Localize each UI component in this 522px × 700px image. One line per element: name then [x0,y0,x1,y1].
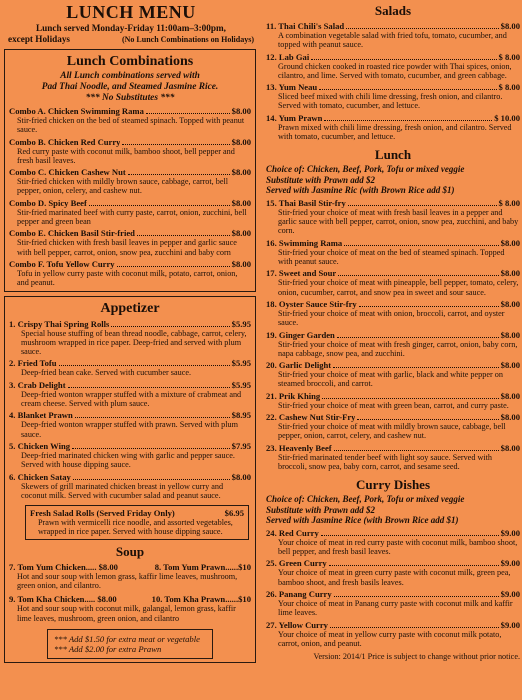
menu-item [9,472,251,501]
leader-dots [334,443,499,451]
menu-item-name: Combo E. Chicken Basil Stir-fried [9,228,135,239]
menu-item-name: 13. Yum Neau [266,82,318,93]
menu-item-name: 24. Red Curry [266,527,319,538]
menu-item-desc: Your choice of meat in yellow curry paste with coconut milk potato, carrot, onion, and peanut. [278,629,502,648]
menu-item-name: 2. Fried Tofu [9,358,57,369]
tom-kha-chicken: 9. Tom Kha Chicken..... $8.00 [9,594,117,605]
menu-item [9,441,251,470]
leader-dots [334,589,499,597]
menu-item-price: $9.00 [500,588,520,599]
menu-item-desc: Stir-fried your choice of meat with green bean, carrot, and curry paste. [278,400,509,410]
combos-box [4,49,256,292]
menu-item-price: $8.00 [500,21,520,31]
leader-dots [359,299,499,307]
menu-item-desc: Your choice of meat in Panang curry paste with coconut milk and kaffir lime leaves. [278,598,513,618]
menu-item-price: $8.00 [231,228,251,239]
curry-title: Curry Dishes [355,477,431,493]
menu-item-price: $8.00 [231,197,251,208]
menu-item-name: 6. Chicken Satay [9,471,71,482]
menu-item-name: Combo B. Chicken Red Curry [9,136,121,147]
leader-dots [330,620,499,628]
combos-line2: Pad Thai Noodle, and Steamed Jasmine Rice. [41,82,219,92]
menu-item-price: $8.00 [231,136,251,147]
salad-rolls-name: Fresh Salad Rolls (Served Friday Only) [30,508,175,519]
curry-list [266,528,520,648]
leader-dots [348,198,497,206]
menu-item [266,113,520,142]
menu-item-price: $9.00 [500,619,520,630]
curry-line3: Served with Jasmine Rice (with Brown Rice add $1) [266,515,459,526]
menu-item [9,380,251,409]
curry-line1: Choice of: Chicken, Beef, Pork, Tofu or mixed veggie [266,494,465,505]
menu-item [266,299,520,328]
menu-item-desc: Stir-fried your choice of meat with fresh ginger, carrot, onion, baby corn, napa cabbage, snow pea, and zucchini. [278,339,518,358]
menu-item [266,528,520,557]
menu-item-desc: Your choice of meat in green curry paste with coconut milk, green pea, bamboo shoot, and fresh basils leaves. [278,568,511,587]
menu-item-price: $8.00 [231,167,251,178]
right-column [266,0,520,661]
menu-item-price: $ 8.00 [498,51,520,62]
menu-item-desc: Stir-fried marinated beef with curry paste, carrot, onion, zucchini, bell pepper and green bean [17,207,247,227]
menu-item-desc: Stir-fried your choice of meat with garlic, black and white pepper on steamed broccoli, and carrot. [278,370,503,389]
version-footer: Version: 2014/1 Price is subject to change without prior notice. [313,652,520,662]
combos-line3: *** No Substitutes *** [85,93,175,103]
leader-dots [75,410,230,418]
menu-item-row [266,620,520,630]
menu-item-desc: Stir-fried chicken with fresh basil leaves in pepper and garlic sauce with bell pepper, carrot, onion, snow pea, zucchini and baby corn [17,238,237,257]
menu-item-name: Combo F. Tofu Yellow Curry [9,258,115,269]
menu-item-price: $7.95 [231,440,251,451]
menu-item [266,198,520,236]
salad-rolls-desc: Prawn with vermicelli rice noodle, and assorted vegetables, wrapped in rice paper. Served with house dipping sauce. [38,518,233,537]
menu-item [266,360,520,389]
menu-item [9,410,251,439]
salad-rolls-box [25,505,249,540]
menu-item-row [266,238,520,248]
combos-list [9,106,251,288]
extra-note-box [47,629,213,659]
extra-note-1: *** Add $1.50 for extra meat or vegetable [54,633,200,644]
menu-item-price: $8.95 [231,410,251,421]
leader-dots [329,558,499,566]
menu-item-row [9,198,251,208]
menu-item-name: 27. Yellow Curry [266,619,328,630]
leader-dots [346,21,498,29]
menu-item-desc: Your choice of meat in red curry paste with coconut milk, bamboo shoot, bell pepper, and fresh basil leaves. [278,537,518,557]
menu-item [266,443,520,472]
leader-dots [357,412,498,420]
menu-item-price: $5.95 [231,358,251,369]
leader-dots [73,472,230,480]
tom-yum-chicken: 7. Tom Yum Chicken..... $8.00 [9,561,118,572]
menu-item-row [266,113,520,123]
menu-item-desc: Stir-fried marinated tender beef with light soy sauce. Served with broccoli, snow pea, baby corn, carrot, and sesame seed. [278,452,493,471]
menu-item [266,412,520,441]
salad-rolls-price: $6.95 [224,508,244,519]
menu-item-name: 16. Swimming Rama [266,237,343,248]
leader-dots [337,330,499,338]
menu-item-desc: Stir-fried your choice of meat with onion, broccoli, carrot, and oyster sauce. [278,308,505,328]
menu-item-row [266,443,520,453]
menu-item-name: 11. Thai Chili's Salad [266,21,345,31]
menu-item-price: $8.00 [231,258,251,269]
menu-item-row [266,299,520,309]
menu-item-name: 5. Chicken Wing [9,440,71,451]
menu-item-name: 4. Blanket Prawn [9,410,73,421]
leader-dots [122,137,229,145]
menu-item-price: $ 10.00 [494,112,520,123]
menu-item-row [9,441,251,451]
menu-item [9,198,251,227]
menu-item [266,558,520,587]
menu-item-row [266,82,520,92]
menu-item-row [266,198,520,208]
leader-dots [59,358,230,366]
menu-item-row [9,472,251,482]
menu-item [9,259,251,288]
leader-dots [137,228,230,236]
menu-item-name: 19. Ginger Garden [266,329,335,340]
menu-item-price: $8.00 [500,360,520,371]
leader-dots [324,113,492,121]
menu-item [9,137,251,166]
lunch-hours: Lunch served Monday-Friday 11:00am–3:00pm, [36,23,226,33]
menu-item-row [9,380,251,390]
menu-item-name: 22. Cashew Nut Stir-Fry [266,412,356,423]
menu-item-price: $5.95 [231,379,251,390]
tom-kha-prawn: 10. Tom Kha Prawn......$10 [151,594,251,605]
leader-dots [72,441,230,449]
menu-item-desc: Prawn mixed with chili lime dressing, fresh onion, and cilantro. Served with tomato, cucumber, and lettuce. [278,122,512,142]
curry-line2: Substitute with Prawn add $2 [266,504,376,515]
menu-item-price: $ 8.00 [498,82,520,93]
menu-item-row [266,528,520,538]
menu-item [266,82,520,111]
menu-item-name: 14. Yum Prawn [266,112,323,123]
extra-note-2: *** Add $2.00 for extra Prawn [54,643,162,654]
menu-item-desc: Red curry paste with coconut milk, bamboo shoot, bell pepper and fresh basil leaves. [17,146,235,165]
lunch-list [266,198,520,471]
menu-item-name: 25. Green Curry [266,558,327,569]
menu-item-row [9,410,251,420]
tom-yum-prawn: 8. Tom Yum Prawn......$10 [154,561,251,572]
menu-item-price: $8.00 [500,390,520,401]
menu-item-desc: Special house stuffing of bean thread noodle, cabbage, carrot, celery, mushroom wrapped in rice paper. Deep-fried and served with plum sauce. [21,328,247,357]
menu-item-row [9,259,251,269]
leader-dots [338,268,498,276]
leader-dots [128,167,230,175]
menu-item-desc: A combination vegetable salad with fried tofu, tomato, cucumber, and topped with peanut sauce. [278,31,507,50]
lunch-menu-title: LUNCH MENU [66,2,196,22]
menu-item [266,391,520,410]
menu-item-price: $8.00 [500,237,520,248]
menu-item [266,238,520,267]
menu-item-desc: Stir-fried your choice of meat with mildly brown sauce, cabbage, bell pepper, onion, carrot, celery, and cashew nut. [278,422,506,441]
leader-dots [89,198,230,206]
lunch-line1: Choice of: Chicken, Beef, Pork, Tofu or mixed veggie [266,164,465,175]
menu-item-name: 23. Heavenly Beef [266,442,332,453]
menu-item-name: 20. Garlic Delight [266,360,332,371]
lunch-title: Lunch [374,147,412,163]
menu-item-desc: Stir-fried chicken on the bed of steamed spinach. Topped with peanut sauce. [17,116,245,135]
menu-item-name: 15. Thai Basil Stir-fry [266,197,346,208]
menu-item [266,52,520,81]
menu-item-row [266,412,520,422]
leader-dots [333,360,498,368]
soup-row1-desc: Hot and sour soup with lemon grass, kaffir lime leaves, mushroom, green onion, and cilantro. [17,571,238,591]
menu-item-price: $8.00 [500,329,520,340]
menu-item-desc: Ground chicken cooked in roasted rice powder with Thai spices, onion, cilantro, and lime. Served with tomato, cucumber, and green cabbage. [278,61,512,80]
menu-item-price: $ 8.00 [498,197,520,208]
holiday-note [4,34,258,45]
menu-item-name: 1. Crispy Thai Spring Rolls [9,318,110,329]
soup-title: Soup [115,543,145,559]
menu-item [266,21,520,50]
menu-item [9,106,251,135]
salads-list [266,21,520,141]
menu-item-desc: Stir-fried your choice of meat with pineapple, bell pepper, tomato, celery, onion, cucumber, carrot, and snow pea in sweet and sour sauce. [278,278,519,297]
menu-item-name: 21. Prik Khing [266,390,321,401]
menu-item-name: 12. Lab Gai [266,51,310,62]
menu-item-name: 3. Crab Delight [9,379,66,390]
menu-item-price: $8.00 [500,268,520,279]
salad-rolls-row [30,508,244,518]
menu-item-name: Combo A. Chicken Swimming Rama [9,106,144,116]
lunch-line3: Served with Jasmine Ric (with Brown Rice add $1) [266,185,455,196]
menu-item-price: $8.00 [231,471,251,482]
salads-title: Salads [374,3,412,18]
menu-item-row [9,228,251,238]
menu-item [9,228,251,257]
appetizer-box [4,296,256,663]
lunch-line2: Substitute with Prawn add $2 [266,174,376,185]
leader-dots [322,391,498,399]
leader-dots [146,106,230,114]
menu-item-desc: Deep-fried wonton wrapper stuffed with prawn. Served with plum sauce. [21,420,238,439]
menu-item-row [266,21,520,31]
soup-row2-desc: Hot and sour soup with coconut milk, galangal, lemon grass, kaffir lime leaves, mushroom, green onion, and cilantro [17,604,236,623]
left-column [4,0,258,663]
menu-item-row [266,360,520,370]
menu-item-desc: Stir-fried your choice of meat with fresh basil leaves in a pepper and garlic sauce with bell pepper, carrot, onion, snow pea, zucchini, and baby corn. [278,207,519,236]
menu-item-desc: Deep-fried marinated chicken wing with garlic and pepper sauce. Served with house dipping sauce. [21,450,235,470]
menu-item-desc: Skewers of grill marinated chicken breast in yellow curry and coconut milk. Served with cucumber salad and peanut sauce. [21,481,224,500]
combos-title: Lunch Combinations [66,54,194,69]
soup-row2 [9,594,251,604]
menu-item-row [266,558,520,568]
menu-item-row [9,137,251,147]
combos-line1: All Lunch combinations served with [60,71,200,81]
menu-item [9,358,251,377]
menu-item-price: $8.00 [500,412,520,423]
menu-item [266,620,520,649]
appetizer-list [9,319,251,501]
menu-item-row [9,106,251,116]
appetizer-title: Appetizer [100,300,160,316]
menu-item [266,330,520,359]
menu-item-name: 18. Oyster Sauce Stir-fry [266,298,357,309]
menu-item [266,589,520,618]
leader-dots [344,238,499,246]
leader-dots [111,319,229,327]
menu-item-desc: Sliced beef mixed with chili lime dressing, fresh onion, and cilantro. Served with tomato, cucumber, and lettuce. [278,92,503,111]
menu-item-price: $9.00 [500,527,520,538]
no-combo-text: (No Lunch Combinations on Holidays) [121,35,254,44]
leader-dots [117,259,230,267]
menu-item-price: $9.00 [500,558,520,569]
menu-item-row [266,391,520,401]
menu-item-price: $8.00 [500,442,520,453]
menu-item [9,167,251,196]
menu-item-price: $8.00 [231,106,251,116]
menu-item-name: 17. Sweet and Sour [266,268,337,279]
menu-item-row [9,358,251,368]
menu-item-desc: Stir-fried your choice of meat on the bed of steamed spinach. Topped with peanut sauce. [278,247,505,267]
menu-item-name: Combo C. Chicken Cashew Nut [9,167,126,178]
menu-item-price: $5.95 [231,318,251,329]
menu-item-name: 26. Panang Curry [266,588,332,599]
menu-item-row [266,268,520,278]
menu-item-name: Combo D. Spicy Beef [9,197,87,208]
menu-item-row [9,319,251,329]
leader-dots [319,82,496,90]
menu-item-desc: Deep-fried wonton wrapper stuffed with a mixture of crabmeat and cream cheese. Served with plum sauce. [21,389,242,409]
menu-item-desc: Tofu in yellow curry paste with coconut milk, potato, carrot, onion, and peanut. [17,268,238,288]
leader-dots [321,528,499,536]
menu-item-desc: Stir-fried chicken with mildly brown sauce, cabbage, carrot, bell pepper, onion, celery, and cashew nut. [17,177,229,196]
menu-item-row [9,167,251,177]
menu-item [9,319,251,357]
leader-dots [311,52,496,60]
menu-item-row [266,589,520,599]
menu-item-row [266,330,520,340]
menu-item [266,268,520,297]
menu-item-desc: Deep-fried bean cake. Served with cucumber sauce. [21,368,192,378]
except-text: except Holidays [8,34,71,44]
menu-item-price: $8.00 [500,298,520,309]
menu-item-row [266,52,520,62]
soup-row1 [9,562,251,572]
leader-dots [68,380,230,388]
